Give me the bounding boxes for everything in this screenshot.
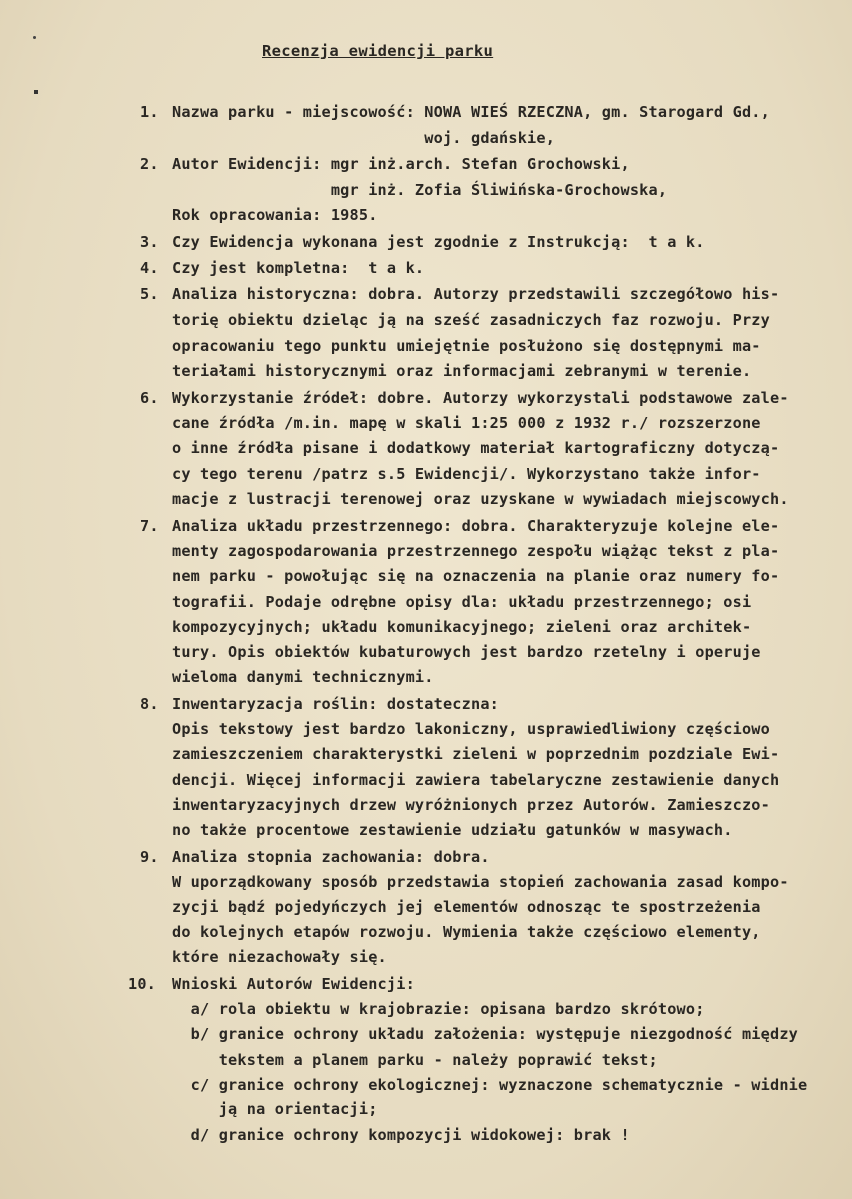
item-text-line: dencji. Więcej informacji zawiera tabelaryczne zestawienie danych	[172, 771, 780, 789]
item-text-line: Analiza układu przestrzennego: dobra. Charakteryzuje kolejne ele-	[172, 517, 780, 535]
item-text-line: Opis tekstowy jest bardzo lakoniczny, usprawiedliwiony częściowo	[172, 720, 770, 738]
item-text-line: Wykorzystanie źródeł: dobre. Autorzy wykorzystali podstawowe zale-	[172, 389, 789, 407]
item-text-line: mgr inż. Zofia Śliwińska-Grochowska,	[172, 181, 668, 199]
item-number: 6.	[140, 389, 159, 407]
item-number: 10.	[128, 975, 157, 993]
item-text-line: menty zagospodarowania przestrzennego zespołu wiążąc tekst z pla-	[172, 542, 780, 560]
item-text-line: ją na orientacji;	[172, 1100, 378, 1118]
item-number: 5.	[140, 285, 159, 303]
item-text-line: o inne źródła pisane i dodatkowy materiał kartograficzny dotyczą-	[172, 439, 780, 457]
item-text-line: wieloma danymi technicznymi.	[172, 668, 434, 686]
item-text-line: tografii. Podaje odrębne opisy dla: układu przestrzennego; osi	[172, 593, 752, 611]
item-text-line: opracowaniu tego punktu umiejętnie posłużono się dostępnymi ma-	[172, 337, 761, 355]
item-text-line: kompozycyjnych; układu komunikacyjnego; zieleni oraz architek-	[172, 618, 752, 636]
item-text-line: do kolejnych etapów rozwoju. Wymienia także częściowo elementy,	[172, 923, 761, 941]
item-text-line: Rok opracowania: 1985.	[172, 206, 378, 224]
item-text-line: c/ granice ochrony ekologicznej: wyznaczone schematycznie - widnie	[172, 1076, 808, 1094]
item-text-line: W uporządkowany sposób przedstawia stopień zachowania zasad kompo-	[172, 873, 789, 891]
item-text-line: Czy Ewidencja wykonana jest zgodnie z Instrukcją: t a k.	[172, 233, 705, 251]
item-text-line: tury. Opis obiektów kubaturowych jest bardzo rzetelny i operuje	[172, 643, 761, 661]
item-text-line: które niezachowały się.	[172, 948, 387, 966]
item-text-line: zycji bądź pojedyńczych jej elementów odnosząc te spostrzeżenia	[172, 898, 761, 916]
item-number: 4.	[140, 259, 159, 277]
item-number: 1.	[140, 103, 159, 121]
item-number: 8.	[140, 695, 159, 713]
document-title: Recenzja ewidencji parku	[262, 42, 494, 60]
item-text-line: teriałami historycznymi oraz informacjami zebranymi w terenie.	[172, 362, 752, 380]
item-text-line: woj. gdańskie,	[172, 129, 556, 147]
item-text-line: Inwentaryzacja roślin: dostateczna:	[172, 695, 500, 713]
item-text-line: inwentaryzacyjnych drzew wyróżnionych przez Autorów. Zamieszczo-	[172, 796, 770, 814]
item-text-line: no także procentowe zestawienie udziału gatunków w masywach.	[172, 821, 733, 839]
item-text-line: zamieszczeniem charakterystki zieleni w poprzednim pozdziale Ewi-	[172, 745, 780, 763]
item-text-line: b/ granice ochrony układu założenia: występuje niezgodność między	[172, 1025, 799, 1043]
item-text-line: Autor Ewidencji: mgr inż.arch. Stefan Grochowski,	[172, 155, 630, 173]
item-text-line: Analiza historyczna: dobra. Autorzy przedstawili szczegółowo his-	[172, 285, 780, 303]
margin-mark	[34, 90, 38, 94]
item-text-line: macje z lustracji terenowej oraz uzyskane w wywiadach miejscowych.	[172, 490, 789, 508]
item-number: 9.	[140, 848, 159, 866]
item-text-line: Wnioski Autorów Ewidencji:	[172, 975, 415, 993]
item-text-line: d/ granice ochrony kompozycji widokowej: brak !	[172, 1126, 630, 1144]
item-number: 7.	[140, 517, 159, 535]
item-number: 3.	[140, 233, 159, 251]
item-number: 2.	[140, 155, 159, 173]
item-text-line: cy tego terenu /patrz s.5 Ewidencji/. Wykorzystano także infor-	[172, 465, 761, 483]
item-text-line: nem parku - powołując się na oznaczenia na planie oraz numery fo-	[172, 567, 780, 585]
item-text-line: cane źródła /m.in. mapę w skali 1:25 000 z 1932 r./ rozszerzone	[172, 414, 761, 432]
item-text-line: Czy jest kompletna: t a k.	[172, 259, 425, 277]
item-text-line: Nazwa parku - miejscowość: NOWA WIEŚ RZECZNA, gm. Starogard Gd.,	[172, 103, 770, 121]
item-text-line: a/ rola obiektu w krajobrazie: opisana bardzo skrótowo;	[172, 1000, 705, 1018]
item-text-line: Analiza stopnia zachowania: dobra.	[172, 848, 490, 866]
item-text-line: tekstem a planem parku - należy poprawić tekst;	[172, 1051, 658, 1069]
margin-mark	[33, 36, 36, 39]
item-text-line: torię obiektu dzieląc ją na sześć zasadniczych faz rozwoju. Przy	[172, 311, 770, 329]
